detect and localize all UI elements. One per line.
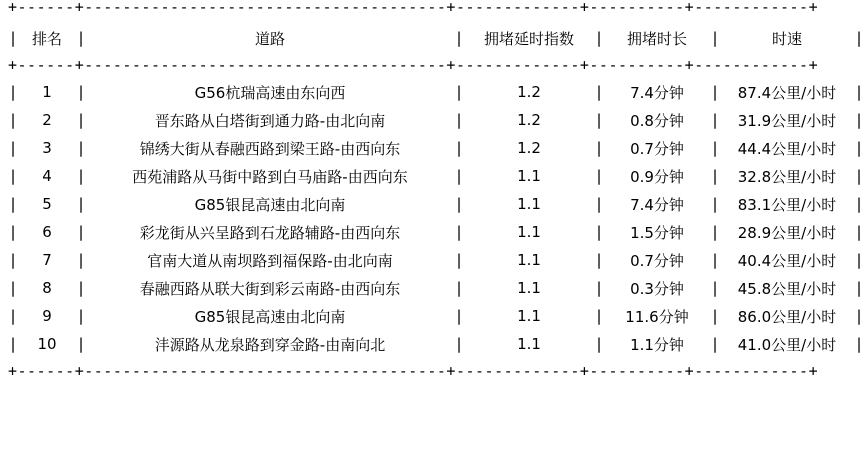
cell-speed: 31.9公里/小时 [737, 111, 837, 130]
cell-congestion-index: 1.1 [517, 223, 541, 241]
cell-separator: | [710, 167, 720, 185]
table-row [8, 330, 864, 358]
cell-separator: | [76, 251, 86, 269]
cell-separator: | [594, 279, 604, 297]
cell-rank: 2 [42, 111, 52, 129]
cell-rank: 7 [42, 251, 52, 269]
cell-road: G85银昆高速由北向南 [194, 195, 346, 214]
table-row [8, 274, 864, 302]
table-header-row [8, 24, 864, 52]
congestion-table-body [8, 78, 864, 358]
cell-separator: | [710, 223, 720, 241]
cell-separator: | [710, 307, 720, 325]
table-row [8, 218, 864, 246]
cell-rank: 4 [42, 167, 52, 185]
cell-separator: | [76, 335, 86, 353]
cell-separator: | [854, 195, 864, 213]
cell-separator: | [76, 29, 86, 47]
column-header-speed: 时速 [771, 29, 802, 48]
cell-separator: | [8, 111, 18, 129]
column-header-congestion-index: 拥堵延时指数 [483, 29, 574, 48]
cell-rank: 1 [42, 83, 52, 101]
cell-separator: | [854, 139, 864, 157]
cell-speed: 44.4公里/小时 [737, 139, 837, 158]
cell-separator: | [854, 307, 864, 325]
cell-separator: | [854, 29, 864, 47]
column-header-road: 道路 [254, 29, 285, 48]
cell-separator: | [454, 111, 464, 129]
cell-speed: 32.8公里/小时 [737, 167, 837, 186]
table-row [8, 302, 864, 330]
cell-duration: 0.9分钟 [630, 167, 684, 186]
cell-rank: 3 [42, 139, 52, 157]
cell-separator: | [8, 223, 18, 241]
cell-separator: | [454, 251, 464, 269]
cell-separator: | [710, 251, 720, 269]
cell-separator: | [710, 139, 720, 157]
cell-separator: | [8, 251, 18, 269]
cell-separator: | [8, 307, 18, 325]
cell-duration: 0.7分钟 [630, 251, 684, 270]
cell-separator: | [454, 195, 464, 213]
column-header-duration: 拥堵时长 [626, 29, 687, 48]
cell-separator: | [710, 111, 720, 129]
cell-separator: | [76, 195, 86, 213]
cell-road: 彩龙街从兴呈路到石龙路辅路-由西向东 [139, 223, 401, 242]
cell-separator: | [594, 111, 604, 129]
cell-separator: | [76, 167, 86, 185]
cell-congestion-index: 1.2 [517, 139, 541, 157]
cell-road: 春融西路从联大街到彩云南路-由西向东 [139, 279, 401, 298]
cell-congestion-index: 1.1 [517, 167, 541, 185]
cell-separator: | [454, 279, 464, 297]
cell-road: 官南大道从南坝路到福保路-由北向南 [147, 251, 393, 270]
cell-road: 沣源路从龙泉路到穿金路-由南向北 [154, 335, 386, 354]
cell-separator: | [454, 335, 464, 353]
cell-separator: | [710, 279, 720, 297]
cell-congestion-index: 1.2 [517, 83, 541, 101]
cell-duration: 7.4分钟 [630, 83, 684, 102]
cell-road: 晋东路从白塔街到通力路-由北向南 [154, 111, 386, 130]
cell-separator: | [594, 167, 604, 185]
table-row [8, 134, 864, 162]
cell-duration: 0.3分钟 [630, 279, 684, 298]
cell-separator: | [854, 335, 864, 353]
cell-road: G85银昆高速由北向南 [194, 307, 346, 326]
cell-speed: 40.4公里/小时 [737, 251, 837, 270]
cell-separator: | [854, 279, 864, 297]
cell-separator: | [8, 279, 18, 297]
cell-rank: 10 [37, 335, 57, 353]
cell-separator: | [76, 307, 86, 325]
cell-separator: | [710, 195, 720, 213]
cell-separator: | [594, 29, 604, 47]
cell-separator: | [454, 223, 464, 241]
table-row [8, 190, 864, 218]
cell-separator: | [594, 251, 604, 269]
cell-separator: | [454, 83, 464, 101]
cell-separator: | [854, 167, 864, 185]
cell-separator: | [8, 195, 18, 213]
cell-separator: | [76, 279, 86, 297]
cell-separator: | [8, 335, 18, 353]
cell-separator: | [8, 167, 18, 185]
cell-duration: 7.4分钟 [630, 195, 684, 214]
cell-separator: | [76, 139, 86, 157]
table-row [8, 78, 864, 106]
cell-congestion-index: 1.1 [517, 251, 541, 269]
cell-speed: 83.1公里/小时 [737, 195, 837, 214]
cell-congestion-index: 1.1 [517, 307, 541, 325]
table-top-border: +------+--------------------------------------+-------------+----------+------------+ [8, 0, 819, 16]
cell-separator: | [594, 195, 604, 213]
cell-duration: 11.6分钟 [625, 307, 689, 326]
cell-speed: 86.0公里/小时 [737, 307, 837, 326]
cell-rank: 9 [42, 307, 52, 325]
congestion-table [8, 24, 864, 52]
cell-duration: 0.8分钟 [630, 111, 684, 130]
table-header-border: +------+--------------------------------------+-------------+----------+------------+ [8, 56, 819, 74]
cell-separator: | [854, 223, 864, 241]
cell-congestion-index: 1.1 [517, 335, 541, 353]
cell-separator: | [454, 167, 464, 185]
cell-rank: 8 [42, 279, 52, 297]
cell-speed: 41.0公里/小时 [737, 335, 837, 354]
cell-separator: | [710, 29, 720, 47]
cell-speed: 45.8公里/小时 [737, 279, 837, 298]
cell-separator: | [454, 139, 464, 157]
table-bottom-border: +------+--------------------------------------+-------------+----------+------------+ [8, 362, 819, 380]
cell-separator: | [76, 223, 86, 241]
cell-rank: 6 [42, 223, 52, 241]
cell-duration: 1.5分钟 [630, 223, 684, 242]
cell-separator: | [76, 111, 86, 129]
cell-separator: | [854, 83, 864, 101]
cell-duration: 0.7分钟 [630, 139, 684, 158]
cell-rank: 5 [42, 195, 52, 213]
cell-separator: | [454, 307, 464, 325]
cell-speed: 28.9公里/小时 [737, 223, 837, 242]
cell-congestion-index: 1.1 [517, 279, 541, 297]
table-row [8, 246, 864, 274]
cell-congestion-index: 1.1 [517, 195, 541, 213]
cell-separator: | [594, 83, 604, 101]
cell-separator: | [594, 307, 604, 325]
cell-separator: | [454, 29, 464, 47]
cell-separator: | [710, 335, 720, 353]
table-row [8, 106, 864, 134]
column-header-rank: 排名 [31, 29, 62, 48]
cell-separator: | [76, 83, 86, 101]
cell-road: 锦绣大街从春融西路到梁王路-由西向东 [139, 139, 401, 158]
cell-duration: 1.1分钟 [630, 335, 684, 354]
table-row [8, 162, 864, 190]
cell-separator: | [8, 139, 18, 157]
cell-road: 西苑浦路从马街中路到白马庙路-由西向东 [132, 167, 408, 186]
cell-separator: | [594, 335, 604, 353]
cell-congestion-index: 1.2 [517, 111, 541, 129]
cell-separator: | [854, 251, 864, 269]
cell-separator: | [8, 83, 18, 101]
cell-separator: | [594, 139, 604, 157]
cell-road: G56杭瑞高速由东向西 [194, 83, 346, 102]
cell-separator: | [8, 29, 18, 47]
cell-speed: 87.4公里/小时 [737, 83, 837, 102]
cell-separator: | [594, 223, 604, 241]
cell-separator: | [854, 111, 864, 129]
cell-separator: | [710, 83, 720, 101]
